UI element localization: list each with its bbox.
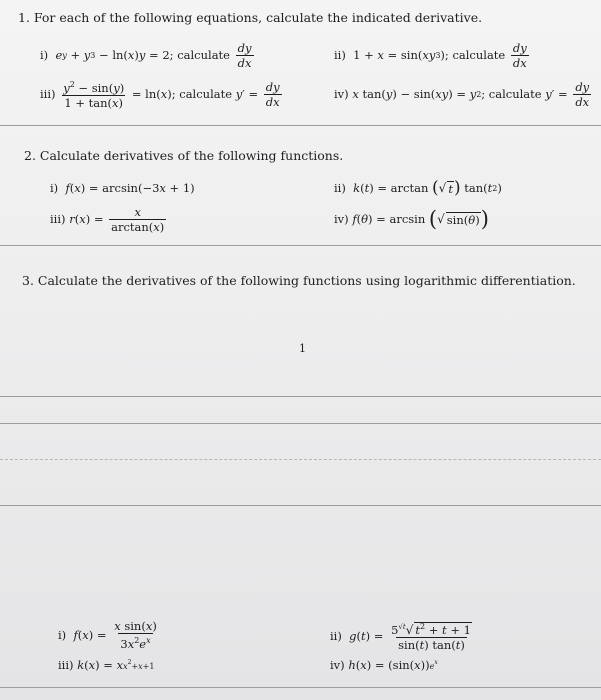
q2-heading: 2. Calculate derivatives of the following functions. [24, 148, 344, 163]
divider [0, 423, 601, 424]
divider [0, 459, 601, 460]
divider [0, 125, 601, 126]
q2-i-equation: i) f ( x ) = arcsin(−3 x + 1) [50, 181, 195, 195]
q2-ii-equation: ii) k ( t ) = arctan ( √ t ) tan( t 2 ) [334, 178, 502, 198]
q1-heading: 1. For each of the following equations, calculate the indicated derivative. [18, 10, 483, 25]
q3-i-equation: i) f ( x ) = $\frac{\text{x sin(x)}}{3x^2e^x}$ [58, 619, 157, 651]
divider [0, 505, 601, 506]
q1-i-equation: i) e y + y 3 − ln( x ) y = 2; calculate $\frac{dy}{dx}$ [40, 40, 252, 70]
q3-iii-equation: iii) k ( x ) = x $x^2+x+1$ [58, 658, 155, 672]
divider [0, 687, 601, 688]
divider [0, 396, 601, 397]
q2-iv-equation: iv) f ( θ ) = arcsin ( √ sin(θ) ) [334, 207, 489, 231]
q3-ii-equation: ii) g ( t ) = $\frac{5^{√t}√ t^2 + t + 1}{\sin(t) \tan(t)}$ [330, 622, 471, 652]
q1-iii-equation: iii) $\frac{y^2 - \sin(y)}{1 + \tan(x)}$ = ln( x ); calculate y ′ = $\frac{dy}{dx}$ [40, 79, 280, 110]
divider [0, 245, 601, 246]
q1-ii-equation: ii) 1 + x = sin( xy 3 ); calculate $\frac{dy}{dx}$ [334, 40, 527, 70]
q3-iv-equation: iv) h ( x ) = (sin( x )) $e^x$ [330, 658, 438, 672]
q2-iii-equation: iii) r ( x ) = $\frac{x}{\arctan(x)}$ [50, 204, 165, 234]
page-number: 1 [299, 342, 306, 355]
q3-heading: 3. Calculate the derivatives of the following functions using logarithmic differentiation. [22, 273, 576, 288]
q1-iv-equation: iv) x tan( y ) − sin( xy ) = y 2 ; calculate y ′ = $\frac{dy}{dx}$ [334, 79, 590, 109]
